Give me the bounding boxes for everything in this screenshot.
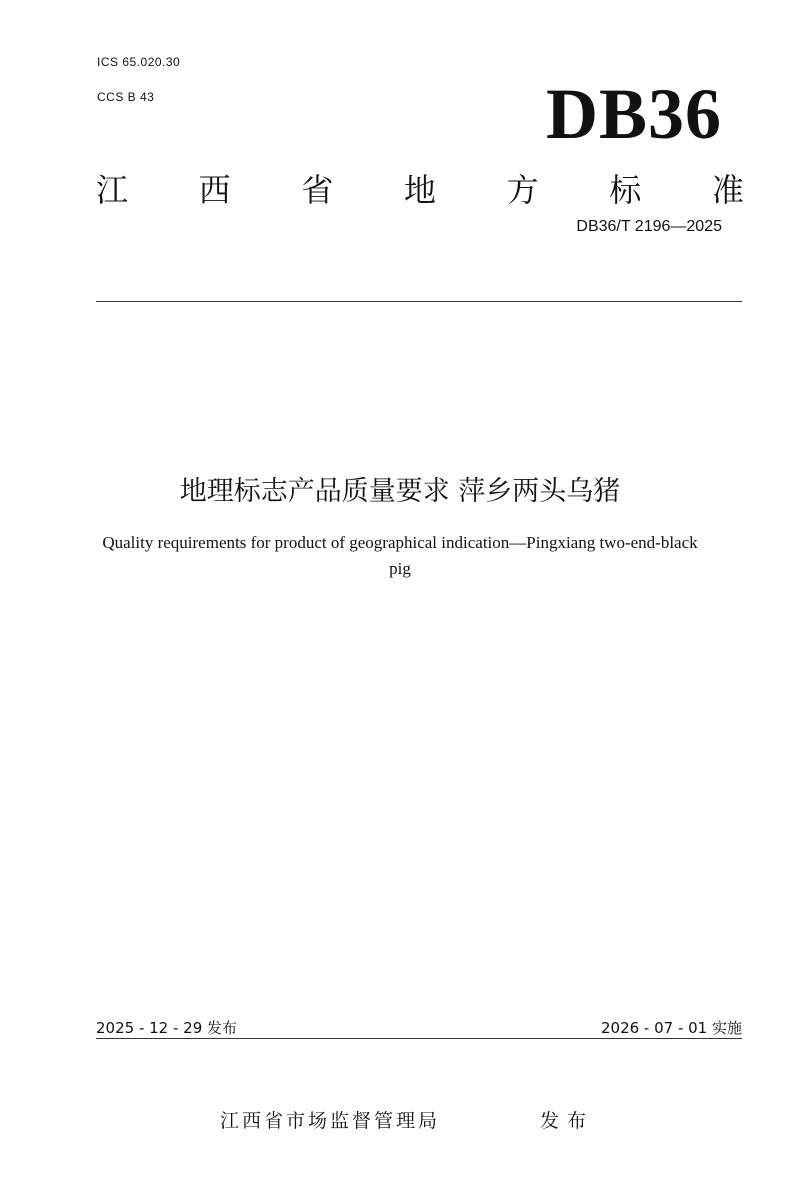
publish-date: 2025 - 12 - 29 发布 [96, 1019, 238, 1037]
document-title-english: Quality requirements for product of geographical indication—Pingxiang two-end-black pig [102, 533, 698, 578]
standard-type-char: 标 [609, 171, 642, 209]
standard-number: DB36/T 2196—2025 [576, 218, 722, 235]
standard-type-char: 方 [506, 171, 539, 209]
standard-type-char: 准 [711, 171, 744, 209]
standard-type-char: 省 [301, 171, 334, 209]
standard-type-title [96, 171, 744, 209]
document-title-chinese: 地理标志产品质量要求 萍乡两头乌猪 [179, 476, 621, 507]
standard-type-char: 江 [96, 171, 129, 209]
bottom-divider [96, 1038, 742, 1039]
top-divider [96, 301, 742, 302]
ccs-code: CCS B 43 [97, 90, 155, 104]
ics-code: ICS 65.020.30 [97, 55, 181, 69]
standard-type-char: 西 [198, 171, 231, 209]
issuing-authority: 江西省市场监督管理局 [220, 1110, 441, 1132]
issue-label: 发布 [540, 1110, 595, 1132]
standard-code-logo: DB36 [545, 74, 722, 154]
implement-date: 2026 - 07 - 01 实施 [600, 1019, 742, 1037]
standard-type-char: 地 [403, 171, 436, 209]
